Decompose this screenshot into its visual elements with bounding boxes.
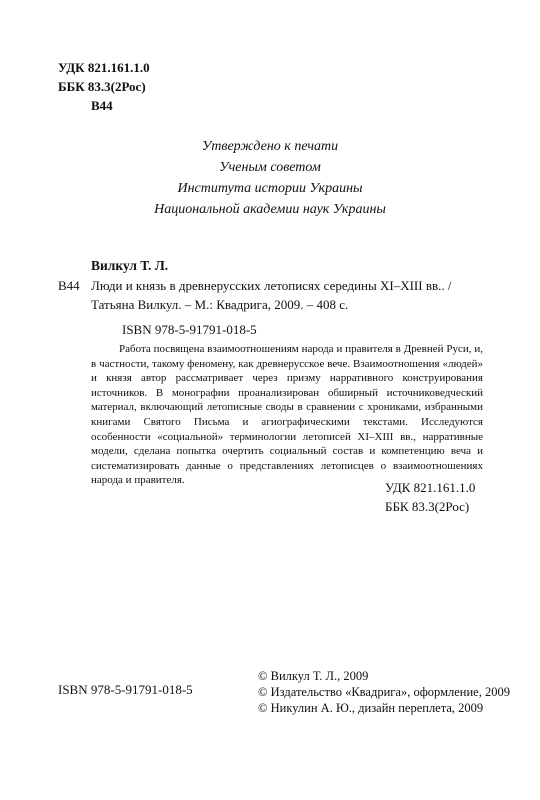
copyright-notices — [258, 668, 510, 716]
approval-line: Ученым советом — [219, 160, 321, 175]
classification-block — [58, 58, 150, 115]
approval-line: Национальной академии наук Украины — [154, 202, 386, 217]
bbk-code: ББК 83.3(2Рос) — [58, 79, 146, 94]
book-title-line: Люди и князь в древнерусских летописях середины XI–XIII вв.. / — [91, 278, 452, 293]
isbn-bottom: ISBN 978-5-91791-018-5 — [58, 682, 193, 697]
approval-line: Утверждено к печати — [201, 139, 339, 154]
copyright-line: © Никулин А. Ю., дизайн переплета, 2009 — [258, 701, 484, 715]
abstract-text: Работа посвящена взаимоотношениям народа и правителя в Древней Руси, и, в частности, такому феномену, как древнерусское вече. Взаимоотношения «людей» и князя автор рассматривает через призму нарративного конструирования источников. В монографии проанализирован обширный источниковедческий материал, включающий летописные своды в сравнении с хрониками, избранными книгами Святого Письма и агиографическими текстами. Исследуются особенности «социальной» терминологии летописей XI–XIII вв., нарративные модели, сделана попытка очертить социальный состав и компетенцию веча и систематизировать данные о представлениях летописцев о взаимоотношениях народа и правителя. — [91, 343, 483, 487]
bbk-code: ББК 83.3(2Рос) — [385, 499, 470, 514]
approval-statement — [0, 136, 540, 220]
udk-code: УДК 821.161.1.0 — [58, 60, 150, 75]
isbn: ISBN 978-5-91791-018-5 — [122, 322, 257, 337]
author-sign-code: В44 — [91, 98, 113, 113]
copyright-line: © Издательство «Квадрига», оформление, 2009 — [258, 685, 510, 699]
author-name: Вилкул Т. Л. — [91, 258, 169, 273]
shelf-code: В44 — [58, 278, 80, 293]
copyright-line: © Вилкул Т. Л., 2009 — [258, 669, 369, 683]
udk-code: УДК 821.161.1.0 — [385, 480, 476, 495]
classification-block-right — [385, 478, 475, 516]
approval-line: Института истории Украины — [177, 181, 363, 196]
publication-line: Татьяна Вилкул. – М.: Квадрига, 2009. – 408 с. — [91, 297, 349, 312]
